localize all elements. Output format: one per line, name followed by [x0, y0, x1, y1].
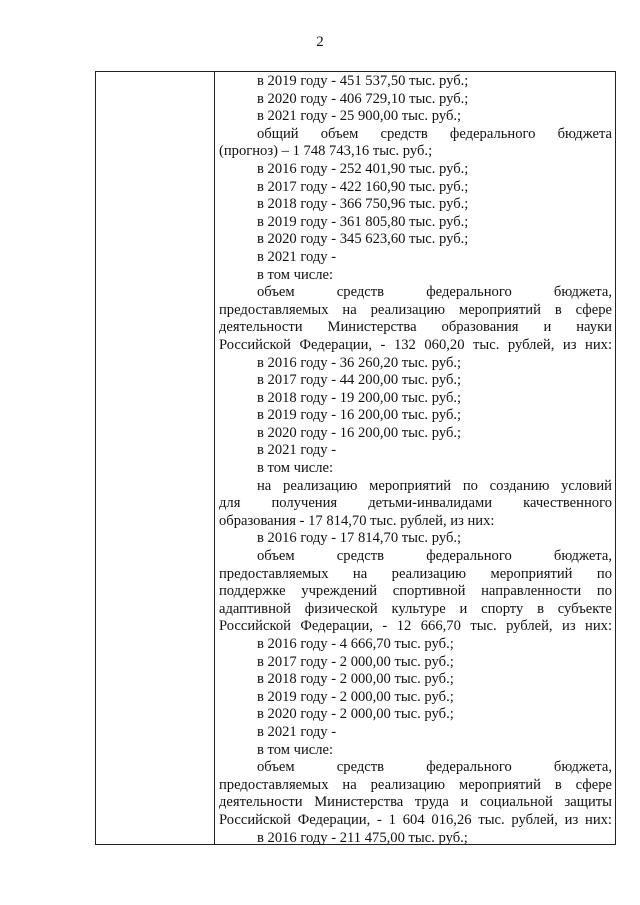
text-line: в 2016 году - 4 666,70 тыс. руб.;	[257, 636, 454, 652]
text-line: в 2018 году - 19 200,00 тыс. руб.;	[257, 389, 462, 406]
text-line: в 2017 году - 2 000,00 тыс. руб.;	[257, 653, 454, 670]
text-line: в 2021 году -	[257, 442, 337, 459]
text-line: объем средств федерального бюджета,	[257, 284, 612, 301]
text-line: предоставляемых на реализацию мероприятий в сфере	[219, 301, 612, 318]
text-line: в 2020 году - 2 000,00 тыс. руб.;	[257, 706, 454, 723]
text-line: в 2021 году -	[257, 723, 337, 740]
text-line: адаптивной физической культуре и спорту в субъекте	[219, 600, 612, 617]
text-line: в том числе:	[257, 741, 334, 758]
text-line: в 2018 году - 2 000,00 тыс. руб.;	[257, 671, 454, 688]
text-line: в 2021 году - 25 900,00 тыс. руб.;	[257, 108, 462, 125]
text-line: в 2017 году - 44 200,00 тыс. руб.;	[257, 372, 462, 389]
text-line: деятельности Министерства труда и социальной защиты	[219, 794, 612, 811]
text-line: объем средств федерального бюджета,	[257, 548, 612, 565]
text-line: предоставляемых на реализацию мероприятий в сфере	[219, 776, 612, 793]
text-line: в 2017 году - 422 160,90 тыс. руб.;	[257, 178, 469, 195]
text-line: в 2016 году - 252 401,90 тыс. руб.;	[257, 160, 469, 177]
text-line: в 2020 году - 16 200,00 тыс. руб.;	[257, 424, 462, 441]
text-line: на реализацию мероприятий по созданию условий	[257, 477, 612, 494]
text-line: поддержке учреждений спортивной направленности по	[219, 583, 612, 600]
text-line: в 2020 году - 345 623,60 тыс. руб.;	[257, 231, 469, 248]
text-line: (прогноз) – 1 748 743,16 тыс. руб.;	[219, 143, 433, 160]
text-line: в том числе:	[257, 460, 334, 477]
text-line: в 2019 году - 2 000,00 тыс. руб.;	[257, 688, 454, 705]
text-line: для получения детьми-инвалидами качественного	[219, 495, 612, 512]
text-line: в 2016 году - 211 475,00 тыс. руб.;	[257, 829, 468, 846]
text-line: предоставляемых на реализацию мероприятий по	[219, 565, 612, 582]
text-line: в 2019 году - 361 805,80 тыс. руб.;	[257, 213, 469, 230]
text-line: в 2016 году - 36 260,20 тыс. руб.;	[257, 354, 462, 371]
document-table	[95, 71, 616, 845]
text-line: в 2019 году - 451 537,50 тыс. руб.;	[257, 73, 469, 89]
text-line: в 2018 году - 366 750,96 тыс. руб.;	[257, 196, 469, 213]
text-line: образования - 17 814,70 тыс. рублей, из них:	[219, 512, 495, 529]
text-line: в 2016 году - 17 814,70 тыс. руб.;	[257, 530, 462, 547]
text-line: в 2019 году - 16 200,00 тыс. руб.;	[257, 407, 462, 424]
text-line: Российской Федерации, - 12 666,70 тыс. рублей, из них:	[219, 618, 612, 635]
text-line: в том числе:	[257, 266, 334, 283]
text-line: Российской Федерации, - 1 604 016,26 тыс. рублей, из них:	[219, 811, 612, 828]
text-line: в 2021 году -	[257, 248, 337, 265]
text-line: Российской Федерации, - 132 060,20 тыс. рублей, из них:	[219, 336, 612, 353]
table-content-cell	[219, 73, 612, 847]
text-line: объем средств федерального бюджета,	[257, 759, 612, 776]
column-divider	[214, 72, 215, 844]
text-line: деятельности Министерства образования и науки	[219, 319, 612, 336]
page-number: 2	[316, 34, 324, 50]
text-line: в 2020 году - 406 729,10 тыс. руб.;	[257, 90, 469, 107]
text-line: общий объем средств федерального бюджета	[257, 125, 612, 142]
